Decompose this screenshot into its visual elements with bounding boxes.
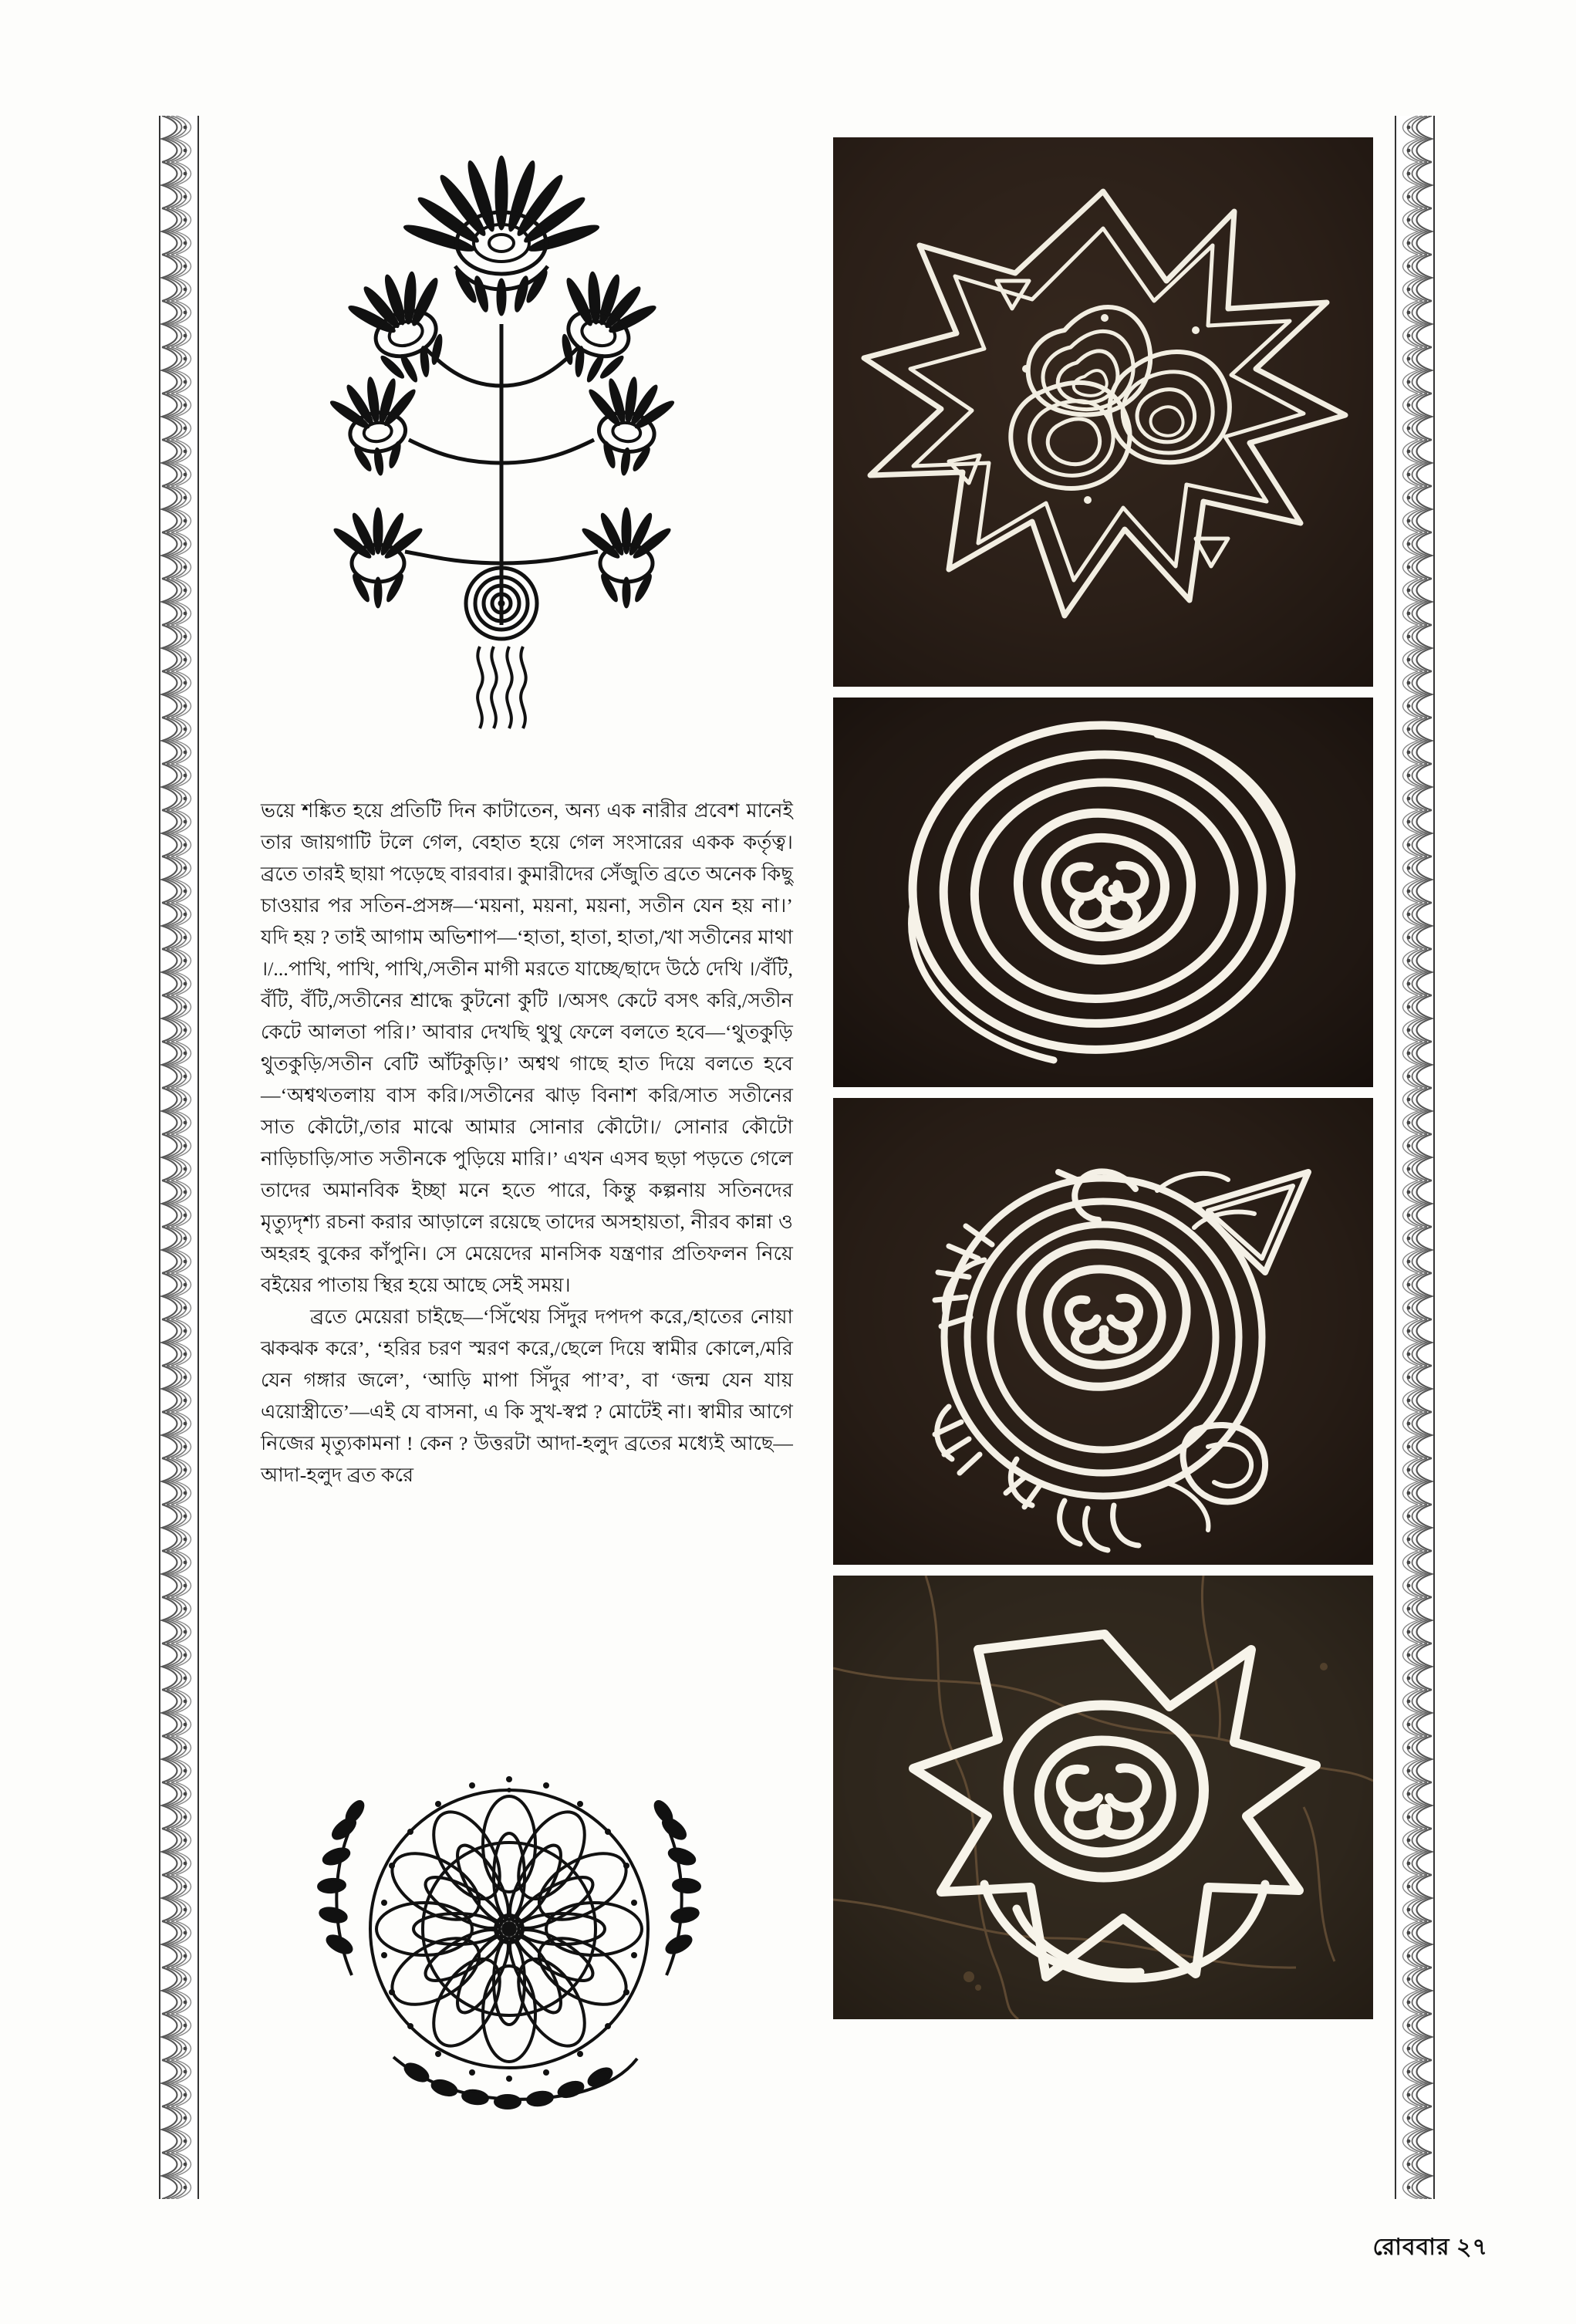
alpona-photo-star-lotus [833, 137, 1373, 687]
ornamental-side-border-left [159, 116, 199, 2199]
ornamental-side-border-right [1395, 116, 1435, 2199]
alpona-photo-peacock-rosette [833, 1098, 1373, 1565]
left-column [255, 116, 795, 2199]
alpona-lotus-rosette-motif [278, 1713, 741, 2145]
alpona-photo-concentric-flower [833, 698, 1373, 1087]
article-body [261, 795, 793, 1491]
alpona-photo-cracked-lotus [833, 1576, 1373, 2019]
alpona-tree-motif [270, 131, 741, 772]
article-paragraph-1: ভয়ে শঙ্কিত হয়ে প্রতিটি দিন কাটাতেন, অন্য এক নারীর প্রবেশ মানেই তার জায়গাটি টলে গেল, বেহাত হয়ে গেল সংসারের একক কর্তৃত্ব। ব্রতে তারই ছায়া পড়েছে বারবার। কুমারীদের সেঁজুতি ব্রতে অনেক কিছু চাওয়ার পর সতিন-প্রসঙ্গ—‘ময়না, ময়না, ময়না, সতীন যেন হয় না।’ যদি হয় ? তাই আগাম অভিশাপ—‘হাতা, হাতা, হাতা,/খা সতীনের মাথা ।/...পাখি, পাখি, পাখি,/সতীন মাগী মরতে যাচ্ছে/ছাদে উঠে দেখি ।/বঁটি, বঁটি, বঁটি,/সতীনের শ্রাদ্ধে কুটনো কুটি ।/অসৎ কেটে বসৎ করি,/সতীন কেটে আলতা পরি।’ আবার দেখছি থুথু ফেলে বলতে হবে—‘থুতকুড়ি থুতকুড়ি/সতীন বেটি আঁটকুড়ি।’ অশ্বথ গাছে হাত দিয়ে বলতে হবে—‘অশ্বথতলায় বাস করি।/সতীনের ঝাড় বিনাশ করি/সাত সতীনের সাত কৌটো,/তার মাঝে আমার সোনার কৌটো।/ সোনার কৌটো নাড়িচাড়ি/সাত সতীনকে পুড়িয়ে মারি।’ এখন এসব ছড়া পড়তে গেলে তাদের অমানবিক ইচ্ছা মনে হতে পারে, কিন্তু কল্পনায় সতিনদের মৃত্যুদৃশ্য রচনা করার আড়ালে রয়েছে তাদের অসহায়তা, নীরব কান্না ও অহরহ বুকের কাঁপুনি। সে মেয়েদের মানসিক যন্ত্রণার প্রতিফলন নিয়ে বইয়ের পাতায় স্থির হয়ে আছে সেই সময়। [261, 799, 793, 1296]
photo-column [833, 137, 1373, 2030]
page-folio: রোববার ২৭ [1372, 2234, 1488, 2260]
article-paragraph-2: ব্রতে মেয়েরা চাইছে—‘সিঁথেয় সিঁদুর দপদপ করে,/হাতের নোয়া ঝকঝক করে’, ‘হরির চরণ স্মরণ করে,/ছেলে দিয়ে স্বামীর কোলে,/মরি যেন গঙ্গার জলে’, ‘আড়ি মাপা সিঁদুর পা’ব’, বা ‘জন্ম যেন যায় এয়োস্ত্রীতে’—এই যে বাসনা, এ কি সুখ-স্বপ্ন ? মোটেই না। স্বামীর আগে নিজের মৃত্যুকামনা ! কেন ? উত্তরটা আদা-হলুদ ব্রতের মধ্যেই আছে—আদা-হলুদ ব্রত করে [261, 1306, 793, 1486]
